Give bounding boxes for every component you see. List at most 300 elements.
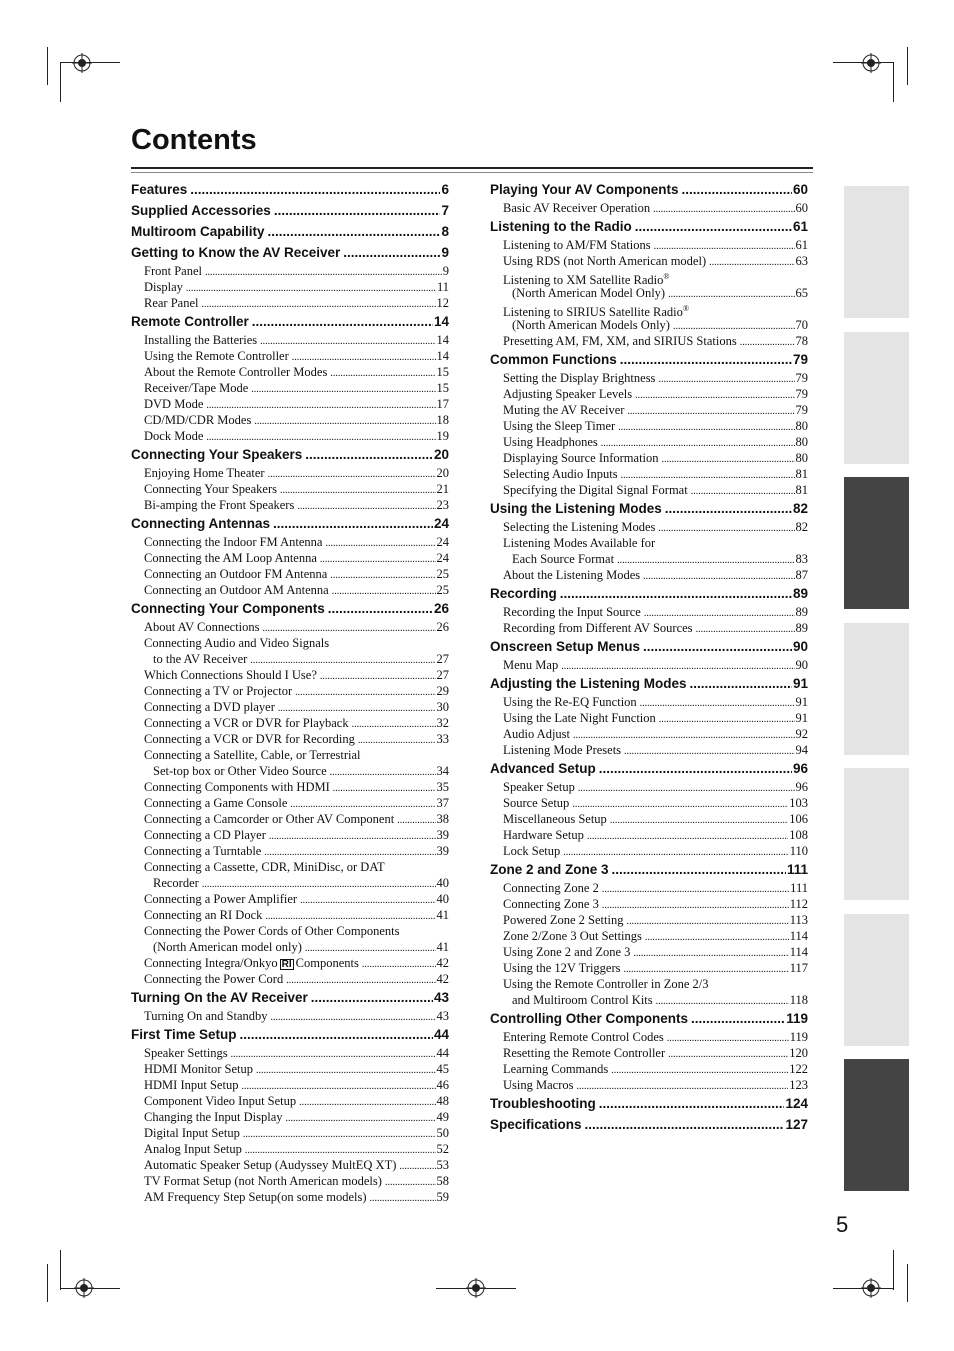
toc-entry-label: Connecting Zone 3 bbox=[503, 897, 599, 911]
toc-subentry[interactable] bbox=[490, 657, 808, 673]
toc-page-number: 79 bbox=[795, 371, 808, 385]
dot-leader bbox=[563, 843, 788, 861]
toc-subentry[interactable] bbox=[131, 891, 449, 907]
toc-page-number: 27 bbox=[436, 652, 449, 666]
toc-subentry[interactable] bbox=[131, 1008, 449, 1024]
toc-entry-label: Connecting a Power Amplifier bbox=[144, 892, 298, 906]
toc-page-number: 41 bbox=[436, 940, 449, 954]
toc-page-number: 40 bbox=[436, 876, 449, 890]
toc-entry-label: Getting to Know the AV Receiver bbox=[131, 245, 341, 260]
toc-subentry[interactable] bbox=[131, 465, 449, 481]
toc-page-number: 43 bbox=[436, 1009, 449, 1023]
toc-entry-label: Listening Modes Available for bbox=[503, 536, 656, 550]
toc-subentry[interactable] bbox=[131, 779, 449, 795]
toc-subentry[interactable] bbox=[490, 896, 808, 912]
toc-entry-label: Rear Panel bbox=[144, 296, 199, 310]
toc-subentry[interactable] bbox=[131, 763, 449, 779]
toc-entry-label: About the Remote Controller Modes bbox=[144, 365, 328, 379]
toc-subentry[interactable] bbox=[490, 726, 808, 742]
toc-entry-label: Connecting an Outdoor AM Antenna bbox=[144, 583, 329, 597]
toc-subentry[interactable] bbox=[131, 971, 449, 987]
dot-leader bbox=[643, 567, 794, 585]
toc-subentry[interactable] bbox=[490, 535, 808, 551]
toc-entry-label: Speaker Settings bbox=[144, 1046, 228, 1060]
toc-entry-label: Using RDS (not North American model) bbox=[503, 254, 707, 268]
dot-leader bbox=[268, 222, 441, 242]
toc-entry-label: Adjusting Speaker Levels bbox=[503, 387, 633, 401]
toc-page-number: 33 bbox=[436, 732, 449, 746]
toc-entry-label: Connecting Audio and Video Signals bbox=[144, 636, 330, 650]
toc-page-number: 90 bbox=[792, 639, 808, 654]
toc-subentry[interactable] bbox=[131, 1125, 449, 1141]
toc-subentry[interactable] bbox=[490, 317, 808, 333]
toc-entry-label: to the AV Receiver bbox=[153, 652, 248, 666]
toc-subentry[interactable] bbox=[131, 332, 449, 348]
toc-subentry[interactable] bbox=[131, 364, 449, 380]
dot-leader bbox=[585, 1115, 785, 1135]
dot-leader bbox=[297, 497, 435, 515]
toc-subentry[interactable] bbox=[490, 519, 808, 535]
toc-page-number: 106 bbox=[789, 812, 808, 826]
toc-subentry[interactable] bbox=[490, 912, 808, 928]
toc-subentry[interactable] bbox=[131, 955, 449, 971]
toc-subentry[interactable] bbox=[490, 992, 808, 1008]
toc-entry-label: Connecting a Turntable bbox=[144, 844, 262, 858]
toc-entry-label: Connecting the Power Cord bbox=[144, 972, 284, 986]
toc-page-number: 15 bbox=[436, 381, 449, 395]
toc-entry-label: (North American Model Only) bbox=[512, 286, 666, 300]
toc-subentry[interactable] bbox=[490, 1077, 808, 1093]
crop-mark bbox=[893, 1250, 894, 1290]
toc-page-number: 26 bbox=[436, 620, 449, 634]
toc-page-number: 25 bbox=[436, 583, 449, 597]
toc-entry-label: Automatic Speaker Setup (Audyssey MultEQ XT) bbox=[144, 1158, 397, 1172]
toc-subentry[interactable] bbox=[131, 923, 449, 939]
dot-leader bbox=[658, 519, 794, 537]
dot-leader bbox=[682, 180, 792, 200]
crop-mark bbox=[47, 1264, 48, 1302]
toc-entry-label: Audio Adjust bbox=[503, 727, 571, 741]
toc-entry-label: Basic AV Receiver Operation bbox=[503, 201, 651, 215]
toc-subentry[interactable] bbox=[131, 619, 449, 635]
toc-page-number: 49 bbox=[436, 1110, 449, 1124]
toc-page-number: 48 bbox=[436, 1094, 449, 1108]
toc-page-number: 110 bbox=[789, 844, 808, 858]
section-tab-active[interactable] bbox=[844, 477, 909, 609]
toc-entry-label: Zone 2/Zone 3 Out Settings bbox=[503, 929, 642, 943]
toc-page-number: 29 bbox=[436, 684, 449, 698]
toc-subentry[interactable] bbox=[490, 944, 808, 960]
toc-page-number: 119 bbox=[789, 1030, 808, 1044]
toc-page-number: 114 bbox=[789, 929, 808, 943]
toc-subentry[interactable] bbox=[490, 811, 808, 827]
toc-subentry[interactable] bbox=[490, 450, 808, 466]
toc-entry-label: Common Functions bbox=[490, 352, 617, 367]
toc-entry-label: Using the Re-EQ Function bbox=[503, 695, 637, 709]
toc-subentry[interactable] bbox=[131, 811, 449, 827]
toc-entry-label: Installing the Batteries bbox=[144, 333, 258, 347]
toc-subentry[interactable] bbox=[131, 295, 449, 311]
section-tab[interactable] bbox=[844, 332, 909, 464]
toc-page-number: 113 bbox=[789, 913, 808, 927]
toc-subentry[interactable] bbox=[131, 380, 449, 396]
toc-entry-label: About the Listening Modes bbox=[503, 568, 641, 582]
toc-entry-label: Powered Zone 2 Setting bbox=[503, 913, 624, 927]
toc-page-number: 117 bbox=[789, 961, 808, 975]
dot-leader bbox=[696, 620, 795, 638]
toc-section-entry[interactable] bbox=[131, 312, 449, 332]
dot-leader bbox=[332, 582, 436, 600]
toc-subentry[interactable] bbox=[490, 604, 808, 620]
toc-entry-label: Hardware Setup bbox=[503, 828, 584, 842]
toc-subentry[interactable] bbox=[131, 1141, 449, 1157]
toc-subentry[interactable] bbox=[490, 301, 808, 320]
toc-subentry[interactable] bbox=[490, 386, 808, 402]
crop-mark bbox=[833, 62, 893, 63]
toc-entry-label: Resetting the Remote Controller bbox=[503, 1046, 666, 1060]
toc-section-entry[interactable] bbox=[490, 860, 808, 880]
toc-page-number: 96 bbox=[795, 780, 808, 794]
toc-page-number: 91 bbox=[792, 676, 808, 691]
toc-subentry[interactable] bbox=[490, 694, 808, 710]
page-title: Contents bbox=[131, 124, 257, 156]
toc-subentry[interactable] bbox=[490, 402, 808, 418]
toc-subentry[interactable] bbox=[490, 795, 808, 811]
toc-page-number: 90 bbox=[795, 658, 808, 672]
toc-page-number: 82 bbox=[795, 520, 808, 534]
toc-subentry[interactable] bbox=[131, 747, 449, 763]
toc-subentry[interactable] bbox=[490, 237, 808, 253]
toc-entry-label: Specifying the Digital Signal Format bbox=[503, 483, 688, 497]
toc-entry-label: Recorder bbox=[153, 876, 199, 890]
toc-section-entry[interactable] bbox=[490, 759, 808, 779]
toc-subentry[interactable] bbox=[490, 269, 808, 288]
toc-page-number: 119 bbox=[786, 1011, 808, 1026]
toc-section-entry[interactable] bbox=[490, 350, 808, 370]
toc-subentry[interactable] bbox=[131, 875, 449, 891]
toc-entry-label: CD/MD/CDR Modes bbox=[144, 413, 252, 427]
toc-subentry[interactable] bbox=[131, 1189, 449, 1205]
toc-entry-label: Connecting a VCR or DVR for Recording bbox=[144, 732, 355, 746]
toc-subentry[interactable] bbox=[490, 1029, 808, 1045]
toc-subentry[interactable] bbox=[490, 827, 808, 843]
toc-subentry[interactable] bbox=[131, 481, 449, 497]
toc-page-number: 63 bbox=[795, 254, 808, 268]
page-number: 5 bbox=[836, 1212, 849, 1237]
toc-entry-label: Listening to the Radio bbox=[490, 219, 632, 234]
toc-section-entry[interactable] bbox=[131, 222, 449, 242]
toc-page-number: 114 bbox=[789, 945, 808, 959]
toc-subentry[interactable] bbox=[131, 715, 449, 731]
crop-mark bbox=[436, 1288, 516, 1289]
toc-page-number: 41 bbox=[436, 908, 449, 922]
toc-subentry[interactable] bbox=[490, 880, 808, 896]
toc-subentry[interactable] bbox=[131, 1077, 449, 1093]
toc-subentry[interactable] bbox=[131, 1109, 449, 1125]
toc-entry-label: Selecting Audio Inputs bbox=[503, 467, 618, 481]
toc-page-number: 34 bbox=[436, 764, 449, 778]
crop-mark bbox=[833, 1288, 893, 1289]
toc-entry-label-part: Components bbox=[295, 956, 359, 970]
toc-page-number: 50 bbox=[436, 1126, 449, 1140]
toc-subentry[interactable] bbox=[131, 534, 449, 550]
toc-entry-label: Dock Mode bbox=[144, 429, 204, 443]
toc-section-entry[interactable] bbox=[131, 243, 449, 263]
section-tab-dark[interactable] bbox=[844, 1059, 909, 1191]
toc-entry-label: Bi-amping the Front Speakers bbox=[144, 498, 295, 512]
toc-entry-label: Component Video Input Setup bbox=[144, 1094, 297, 1108]
toc-section-entry[interactable] bbox=[490, 637, 808, 657]
toc-page-number: 39 bbox=[436, 844, 449, 858]
toc-page-number: 53 bbox=[436, 1158, 449, 1172]
toc-entry-label: Playing Your AV Components bbox=[490, 182, 679, 197]
toc-page-number: 89 bbox=[792, 586, 808, 601]
toc-page-number: 60 bbox=[792, 182, 808, 197]
dot-leader bbox=[252, 312, 433, 332]
toc-subentry[interactable] bbox=[131, 939, 449, 955]
toc-section-entry[interactable] bbox=[131, 1025, 449, 1045]
toc-subentry[interactable] bbox=[131, 396, 449, 412]
toc-page-number: 87 bbox=[795, 568, 808, 582]
toc-entry-label: Remote Controller bbox=[131, 314, 249, 329]
toc-entry-label: Selecting the Listening Modes bbox=[503, 520, 656, 534]
toc-subentry[interactable] bbox=[490, 710, 808, 726]
toc-page-number: 12 bbox=[436, 296, 449, 310]
toc-subentry[interactable] bbox=[131, 566, 449, 582]
toc-page-number: 40 bbox=[436, 892, 449, 906]
section-tab[interactable] bbox=[844, 623, 909, 755]
toc-entry-label: Features bbox=[131, 182, 188, 197]
dot-leader bbox=[561, 657, 794, 675]
toc-subentry[interactable] bbox=[131, 412, 449, 428]
toc-section-entry[interactable] bbox=[131, 201, 449, 221]
toc-entry-label bbox=[144, 955, 359, 971]
toc-page-number: 39 bbox=[436, 828, 449, 842]
toc-entry-label: Digital Input Setup bbox=[144, 1126, 240, 1140]
dot-leader bbox=[635, 217, 792, 237]
toc-subentry[interactable] bbox=[131, 843, 449, 859]
toc-section-entry[interactable] bbox=[490, 1094, 808, 1114]
toc-subentry[interactable] bbox=[131, 497, 449, 513]
toc-subentry[interactable] bbox=[131, 348, 449, 364]
toc-subentry[interactable] bbox=[131, 1045, 449, 1061]
toc-subentry[interactable] bbox=[490, 285, 808, 301]
toc-subentry[interactable] bbox=[490, 976, 808, 992]
toc-page-number: 21 bbox=[436, 482, 449, 496]
dot-leader bbox=[691, 1009, 785, 1029]
toc-subentry[interactable] bbox=[490, 466, 808, 482]
toc-subentry[interactable] bbox=[490, 742, 808, 758]
toc-entry-label: Displaying Source Information bbox=[503, 451, 659, 465]
toc-entry-label: Presetting AM, FM, XM, and SIRIUS Stations bbox=[503, 334, 737, 348]
toc-page-number: 81 bbox=[795, 467, 808, 481]
toc-entry-label: Enjoying Home Theater bbox=[144, 466, 265, 480]
toc-entry-label: Connecting an RI Dock bbox=[144, 908, 263, 922]
toc-subentry[interactable] bbox=[490, 567, 808, 583]
toc-entry-label: (North American model only) bbox=[153, 940, 302, 954]
toc-section-entry[interactable] bbox=[490, 1115, 808, 1135]
toc-subentry[interactable] bbox=[490, 200, 808, 216]
toc-subentry[interactable] bbox=[131, 550, 449, 566]
toc-page-number: 27 bbox=[436, 668, 449, 682]
toc-page-number: 7 bbox=[441, 203, 449, 218]
toc-page-number: 20 bbox=[433, 447, 449, 462]
title-rule-thin bbox=[131, 172, 813, 173]
toc-subentry[interactable] bbox=[131, 859, 449, 875]
toc-subentry[interactable] bbox=[490, 253, 808, 269]
toc-subentry[interactable] bbox=[131, 731, 449, 747]
toc-entry-label: Turning On the AV Receiver bbox=[131, 990, 308, 1005]
toc-subentry[interactable] bbox=[131, 279, 449, 295]
toc-section-entry[interactable] bbox=[131, 514, 449, 534]
toc-entry-label: Connecting a Camcorder or Other AV Component bbox=[144, 812, 395, 826]
toc-subentry[interactable] bbox=[490, 779, 808, 795]
toc-section-entry[interactable] bbox=[131, 180, 449, 200]
toc-subentry[interactable] bbox=[131, 827, 449, 843]
toc-subentry[interactable] bbox=[490, 333, 808, 349]
toc-page-number: 83 bbox=[795, 552, 808, 566]
toc-subentry[interactable] bbox=[490, 434, 808, 450]
toc-page-number: 112 bbox=[789, 897, 808, 911]
toc-section-entry[interactable] bbox=[490, 499, 808, 519]
toc-subentry[interactable] bbox=[490, 482, 808, 498]
section-tab[interactable] bbox=[844, 768, 909, 900]
toc-left-column bbox=[131, 180, 449, 1205]
toc-subentry[interactable] bbox=[490, 1045, 808, 1061]
toc-entry-label: Connecting the Indoor FM Antenna bbox=[144, 535, 323, 549]
toc-subentry[interactable] bbox=[490, 418, 808, 434]
toc-subentry[interactable] bbox=[131, 582, 449, 598]
toc-entry-label: Muting the AV Receiver bbox=[503, 403, 625, 417]
toc-page-number: 20 bbox=[436, 466, 449, 480]
toc-entry-label: HDMI Monitor Setup bbox=[144, 1062, 254, 1076]
toc-subentry[interactable] bbox=[490, 551, 808, 567]
toc-entry-label: Connecting an Outdoor FM Antenna bbox=[144, 567, 328, 581]
toc-page-number: 78 bbox=[795, 334, 808, 348]
toc-page-number: 61 bbox=[792, 219, 808, 234]
toc-page-number: 60 bbox=[795, 201, 808, 215]
toc-entry-label: Using the Listening Modes bbox=[490, 501, 662, 516]
toc-subentry[interactable] bbox=[490, 370, 808, 386]
toc-subentry[interactable] bbox=[131, 907, 449, 923]
dot-leader bbox=[653, 200, 794, 218]
toc-page-number: 120 bbox=[789, 1046, 808, 1060]
toc-subentry[interactable] bbox=[490, 960, 808, 976]
toc-entry-label: Analog Input Setup bbox=[144, 1142, 242, 1156]
toc-subentry[interactable] bbox=[131, 263, 449, 279]
toc-page-number: 14 bbox=[436, 349, 449, 363]
toc-subentry[interactable] bbox=[131, 667, 449, 683]
dot-leader bbox=[576, 1077, 788, 1095]
toc-entry-label: DVD Mode bbox=[144, 397, 204, 411]
toc-page-number: 9 bbox=[441, 245, 449, 260]
dot-leader bbox=[690, 674, 792, 694]
toc-subentry[interactable] bbox=[131, 428, 449, 444]
toc-page-number: 24 bbox=[433, 516, 449, 531]
toc-subentry[interactable] bbox=[490, 843, 808, 859]
toc-page-number: 35 bbox=[436, 780, 449, 794]
toc-page-number: 6 bbox=[441, 182, 449, 197]
toc-subentry[interactable] bbox=[490, 928, 808, 944]
toc-page-number: 43 bbox=[433, 990, 449, 1005]
toc-section-entry[interactable] bbox=[490, 584, 808, 604]
toc-entry-label: Connecting Zone 2 bbox=[503, 881, 599, 895]
toc-page-number: 103 bbox=[789, 796, 808, 810]
toc-page-number: 91 bbox=[795, 695, 808, 709]
toc-page-number: 9 bbox=[442, 264, 449, 278]
toc-section-entry[interactable] bbox=[131, 599, 449, 619]
toc-subentry[interactable] bbox=[131, 1173, 449, 1189]
registered-mark: ® bbox=[663, 272, 670, 281]
toc-entry-label: Turning On and Standby bbox=[144, 1009, 268, 1023]
registration-mark-icon bbox=[861, 53, 881, 73]
dot-leader bbox=[599, 1094, 785, 1114]
toc-page-number: 61 bbox=[795, 238, 808, 252]
toc-page-number: 80 bbox=[795, 419, 808, 433]
toc-entry-label: Recording bbox=[490, 586, 557, 601]
toc-subentry[interactable] bbox=[131, 1061, 449, 1077]
section-tab[interactable] bbox=[844, 186, 909, 318]
toc-entry-label: Supplied Accessories bbox=[131, 203, 271, 218]
toc-entry-label: Listening to AM/FM Stations bbox=[503, 238, 651, 252]
crop-mark bbox=[907, 1264, 908, 1302]
toc-page-number: 25 bbox=[436, 567, 449, 581]
toc-page-number: 91 bbox=[795, 711, 808, 725]
toc-page-number: 44 bbox=[433, 1027, 449, 1042]
toc-subentry[interactable] bbox=[131, 699, 449, 715]
toc-subentry[interactable] bbox=[131, 1093, 449, 1109]
toc-entry-label: Connecting the Power Cords of Other Components bbox=[144, 924, 400, 938]
toc-page-number: 111 bbox=[790, 881, 808, 895]
toc-page-number: 23 bbox=[436, 498, 449, 512]
toc-entry-label: HDMI Input Setup bbox=[144, 1078, 239, 1092]
toc-section-entry[interactable] bbox=[131, 445, 449, 465]
toc-entry-label: Connecting a Game Console bbox=[144, 796, 288, 810]
toc-page-number: 123 bbox=[789, 1078, 808, 1092]
toc-page-number: 65 bbox=[795, 286, 808, 300]
title-rule bbox=[131, 167, 813, 169]
toc-page-number: 122 bbox=[789, 1062, 808, 1076]
toc-subentry[interactable] bbox=[131, 635, 449, 651]
toc-subentry[interactable] bbox=[131, 1157, 449, 1173]
toc-page-number: 52 bbox=[436, 1142, 449, 1156]
toc-section-entry[interactable] bbox=[131, 988, 449, 1008]
toc-entry-label: Front Panel bbox=[144, 264, 202, 278]
dot-leader bbox=[624, 742, 794, 760]
toc-subentry[interactable] bbox=[131, 651, 449, 667]
crop-mark bbox=[893, 62, 894, 102]
toc-entry-label: Using the Remote Controller bbox=[144, 349, 289, 363]
toc-page-number: 89 bbox=[795, 621, 808, 635]
toc-subentry[interactable] bbox=[490, 620, 808, 636]
toc-page-number: 58 bbox=[436, 1174, 449, 1188]
toc-section-entry[interactable] bbox=[490, 1009, 808, 1029]
toc-subentry[interactable] bbox=[490, 1061, 808, 1077]
toc-entry-label: Miscellaneous Setup bbox=[503, 812, 607, 826]
toc-section-entry[interactable] bbox=[490, 217, 808, 237]
toc-entry-label: Specifications bbox=[490, 1117, 582, 1132]
toc-entry-label: Which Connections Should I Use? bbox=[144, 668, 317, 682]
toc-entry-label: Using Zone 2 and Zone 3 bbox=[503, 945, 631, 959]
section-tab[interactable] bbox=[844, 914, 909, 1046]
toc-page-number: 70 bbox=[795, 318, 808, 332]
toc-section-entry[interactable] bbox=[490, 180, 808, 200]
toc-entry-label: Speaker Setup bbox=[503, 780, 575, 794]
toc-page-number: 24 bbox=[436, 535, 449, 549]
toc-subentry[interactable] bbox=[131, 795, 449, 811]
toc-subentry[interactable] bbox=[131, 683, 449, 699]
toc-section-entry[interactable] bbox=[490, 674, 808, 694]
